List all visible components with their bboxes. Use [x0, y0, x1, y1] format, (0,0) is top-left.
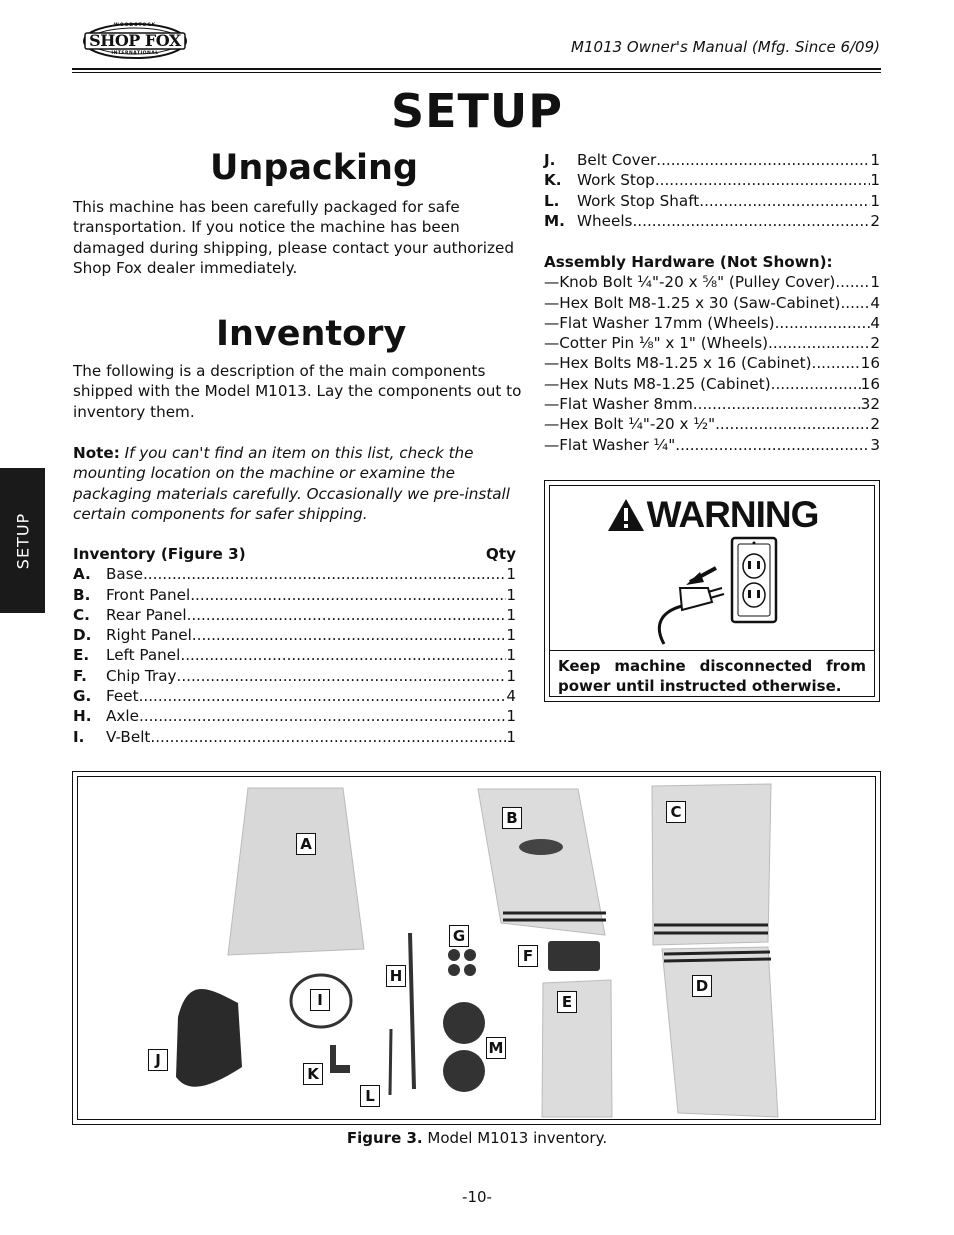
inventory-item-leader-dots	[699, 192, 870, 210]
inventory-item-qty: 1	[506, 666, 516, 685]
inventory-item-leader-dots	[139, 707, 506, 725]
unplugged-outlet-icon	[650, 536, 790, 646]
hardware-item-name: —Flat Washer 17mm (Wheels)	[544, 313, 775, 332]
inventory-item-qty: 1	[870, 171, 880, 190]
inventory-item-name: Wheels	[577, 211, 633, 230]
inventory-item-leader-dots	[177, 667, 507, 685]
hardware-item-leader-dots	[835, 273, 870, 291]
inventory-item-letter: M.	[544, 211, 565, 230]
inventory-item-row	[544, 192, 880, 212]
inventory-item-name: Work Stop	[577, 171, 655, 190]
inventory-table	[73, 545, 516, 748]
inventory-item-name: Belt Cover	[577, 151, 657, 169]
hardware-item-row	[544, 395, 880, 415]
warning-box	[544, 480, 880, 702]
hardware-item-qty: 32	[860, 395, 880, 414]
inventory-item-letter: H.	[73, 707, 92, 726]
inventory-item-letter: C.	[73, 605, 90, 624]
inventory-item-name: V-Belt	[106, 727, 151, 746]
hardware-item-row	[544, 314, 880, 334]
page-number: -10-	[462, 1188, 492, 1206]
hardware-item-name: —Hex Bolts M8-1.25 x 16 (Cabinet)	[544, 354, 812, 373]
inventory-item-leader-dots	[187, 606, 507, 624]
inventory-heading: Inventory	[216, 314, 407, 354]
hardware-item-row	[544, 273, 880, 293]
logo-ring-bottom: INTERNATIONAL	[111, 51, 159, 56]
inventory-item-qty: 1	[506, 727, 516, 746]
inventory-item-letter: I.	[73, 727, 85, 746]
inventory-item-leader-dots	[139, 687, 507, 705]
inventory-item-leader-dots	[656, 151, 870, 169]
inventory-item-qty: 1	[506, 585, 516, 604]
figure-callout: I	[310, 989, 330, 1011]
page-title: SETUP	[391, 84, 563, 138]
hardware-item-name: —Hex Bolt ¹⁄₄"-20 x ¹⁄₂"	[544, 415, 716, 434]
hardware-item-name: —Hex Bolt M8-1.25 x 30 (Saw-Cabinet)	[544, 293, 841, 312]
hardware-item-leader-dots	[675, 436, 870, 454]
figure-callout: C	[666, 801, 686, 823]
hardware-item-leader-dots	[812, 354, 861, 372]
figure-callout: B	[502, 807, 522, 829]
figure-callout: G	[449, 925, 469, 947]
inventory-item-letter: F.	[73, 666, 87, 685]
inventory-item-letter: D.	[73, 626, 92, 645]
header-rule	[72, 68, 881, 70]
inventory-item-qty: 1	[506, 565, 516, 584]
figure-callout: L	[360, 1085, 380, 1107]
figure-callout: F	[518, 945, 538, 967]
hardware-item-qty: 2	[870, 415, 880, 434]
figure-callout: J	[148, 1049, 168, 1071]
hardware-item-qty: 4	[870, 313, 880, 332]
note-label: Note:	[73, 444, 120, 462]
inventory-item-row	[73, 565, 516, 585]
inventory-item-qty: 1	[506, 707, 516, 726]
shop-fox-logo	[82, 22, 188, 60]
inventory-text: The following is a description of the main components shipped with the Model M1013. Lay the components out to inventory them.	[73, 362, 522, 421]
inventory-item-row	[73, 586, 516, 606]
inventory-item-name: Work Stop Shaft	[577, 191, 700, 210]
side-tab-label: SETUP	[13, 512, 32, 569]
caption-label: Figure 3.	[346, 1129, 423, 1147]
inventory-item-leader-dots	[632, 212, 870, 230]
inventory-item-qty: 1	[870, 191, 880, 210]
figure-callout: E	[557, 991, 577, 1013]
inventory-item-leader-dots	[190, 586, 506, 604]
inventory-item-leader-dots	[192, 626, 507, 644]
hardware-list	[544, 253, 880, 456]
inventory-item-letter: L.	[544, 191, 560, 210]
inventory-item-leader-dots	[143, 565, 506, 583]
hardware-item-qty: 4	[870, 293, 880, 312]
hardware-item-row	[544, 436, 880, 456]
figure-callout: D	[692, 975, 712, 997]
figure-caption	[0, 1129, 954, 1147]
hardware-item-row	[544, 375, 880, 395]
inventory-item-qty: 1	[506, 646, 516, 665]
inventory-item-name: Base	[106, 565, 143, 584]
inventory-item-name: Left Panel	[106, 646, 181, 665]
inventory-item-row	[73, 667, 516, 687]
inventory-item-row	[73, 626, 516, 646]
hardware-items	[544, 273, 880, 456]
inventory-item-letter: A.	[73, 565, 91, 584]
hardware-item-leader-dots	[840, 294, 870, 312]
inventory-item-letter: J.	[544, 151, 556, 169]
inventory-item-name: Axle	[106, 707, 139, 726]
figure-3	[72, 771, 881, 1125]
warning-text: Keep machine disconnected from power until instructed otherwise.	[558, 657, 866, 695]
logo-text: SHOP FOX	[89, 31, 181, 50]
hardware-item-row	[544, 334, 880, 354]
warning-separator	[550, 650, 874, 651]
inventory-item-letter: E.	[73, 646, 90, 665]
hardware-item-leader-dots	[715, 415, 870, 433]
inventory-item-row	[73, 707, 516, 727]
inventory-item-qty: 4	[506, 687, 516, 706]
inventory-header-label: Inventory (Figure 3)	[73, 545, 246, 563]
hardware-item-qty: 3	[870, 435, 880, 454]
inventory-item-name: Front Panel	[106, 585, 191, 604]
hardware-item-name: —Flat Washer ¹⁄₄"	[544, 435, 676, 454]
figure-callout: M	[486, 1037, 506, 1059]
inventory-item-name: Right Panel	[106, 626, 192, 645]
inventory-item-qty: 2	[870, 211, 880, 230]
inventory-item-row	[73, 728, 516, 748]
inventory-item-name: Chip Tray	[106, 666, 177, 685]
hardware-item-leader-dots	[771, 375, 861, 393]
inventory-table-header	[73, 545, 516, 565]
hardware-item-row	[544, 354, 880, 374]
inventory-photo	[78, 777, 875, 1119]
inventory-item-leader-dots	[655, 171, 871, 189]
figure-callout: K	[303, 1063, 323, 1085]
inventory-item-qty: 1	[506, 605, 516, 624]
hardware-item-name: —Cotter Pin ¹⁄₈" x 1" (Wheels)	[544, 334, 769, 353]
inventory-item-qty: 1	[870, 151, 880, 169]
note-text: If you can't find an item on this list, check the mounting location on the machine or examine the packaging materials carefully. Occasionally we pre-install certain components for safer shipping.	[73, 444, 510, 523]
hardware-item-qty: 16	[860, 354, 880, 373]
hardware-item-qty: 2	[870, 334, 880, 353]
inventory-note	[73, 443, 521, 524]
hardware-item-leader-dots	[775, 314, 871, 332]
inventory-item-name: Feet	[106, 687, 139, 706]
section-side-tab	[0, 468, 45, 613]
inventory-item-letter: K.	[544, 171, 562, 190]
hardware-item-qty: 1	[870, 273, 880, 292]
hardware-item-row	[544, 294, 880, 314]
inventory-item-qty: 1	[506, 626, 516, 645]
figure-callout: A	[296, 833, 316, 855]
inventory-list-left	[73, 565, 516, 748]
hardware-item-leader-dots	[693, 395, 861, 413]
manual-title: M1013 Owner's Manual (Mfg. Since 6/09)	[571, 38, 880, 56]
hardware-item-name: —Knob Bolt ¹⁄₄"-20 x ⁵⁄₈" (Pulley Cover)	[544, 273, 836, 292]
inventory-item-letter: B.	[73, 585, 91, 604]
logo-ring-top: WOODSTOCK	[113, 23, 157, 28]
inventory-item-row	[73, 606, 516, 626]
unpacking-heading: Unpacking	[210, 148, 419, 188]
hardware-header: Assembly Hardware (Not Shown):	[544, 253, 833, 271]
inventory-item-row	[544, 212, 880, 232]
figure-callout: H	[386, 965, 406, 987]
qty-header: Qty	[485, 545, 516, 563]
warning-triangle-icon	[606, 497, 646, 533]
hardware-item-name: —Hex Nuts M8-1.25 (Cabinet)	[544, 374, 771, 393]
inventory-item-row	[544, 171, 880, 191]
hardware-item-qty: 16	[860, 374, 880, 393]
hardware-item-row	[544, 415, 880, 435]
inventory-list-right	[544, 151, 880, 232]
inventory-item-row	[73, 646, 516, 666]
inventory-item-leader-dots	[150, 728, 506, 746]
header-rule-thin	[72, 72, 881, 73]
inventory-item-leader-dots	[180, 646, 506, 664]
hardware-item-leader-dots	[768, 334, 870, 352]
inventory-item-row	[73, 687, 516, 707]
inventory-item-name: Rear Panel	[106, 605, 187, 624]
hardware-item-name: —Flat Washer 8mm	[544, 395, 693, 414]
inventory-item-row	[544, 151, 880, 171]
warning-title: WARNING	[646, 494, 819, 535]
caption-text: Model M1013 inventory.	[427, 1129, 608, 1147]
inventory-item-letter: G.	[73, 687, 92, 706]
unpacking-text: This machine has been carefully packaged for safe transportation. If you notice the machine has been damaged during shipping, please contact your authorized Shop Fox dealer immediately.	[73, 198, 514, 277]
